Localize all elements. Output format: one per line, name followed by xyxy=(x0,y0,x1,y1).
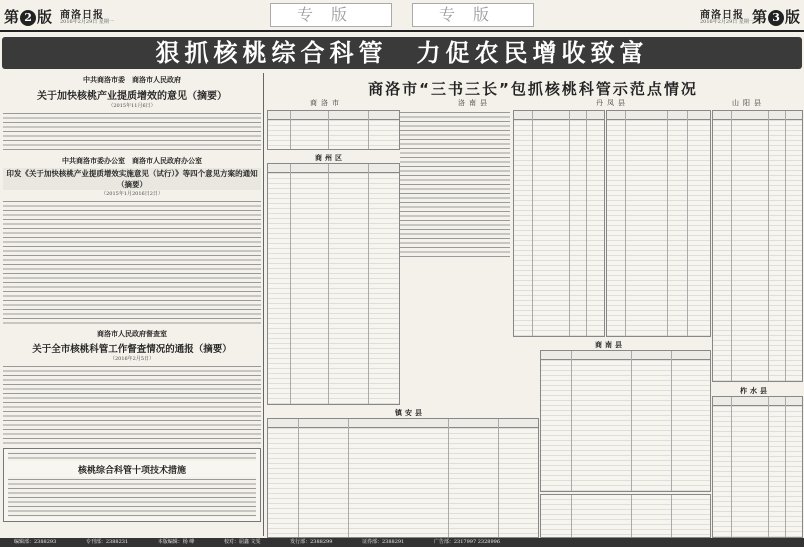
masthead xyxy=(0,0,804,30)
article3-body xyxy=(3,364,261,444)
footer-item: 证券部：2388291 xyxy=(362,539,405,545)
headline-band xyxy=(2,37,802,69)
techniques-title: 核桃综合科管十项技术措施 xyxy=(77,466,186,476)
right-page-no: 3 xyxy=(768,10,784,26)
county-zhenan: 镇安县 xyxy=(310,408,510,418)
article2-date: （2015年1月2016日2日） xyxy=(101,191,163,197)
left-page-number xyxy=(4,6,52,27)
article1-body xyxy=(3,111,261,153)
table-shangzhou xyxy=(267,163,400,405)
table-header xyxy=(713,397,802,406)
footer-item: 专刊部：2388231 xyxy=(85,539,129,545)
county-shangzhou: 商州区 xyxy=(290,153,370,163)
table-danfeng xyxy=(606,110,711,337)
table-shanyang xyxy=(712,110,803,382)
footer-item: 本版编辑：杨 峰 xyxy=(157,539,195,545)
right-page-number xyxy=(752,6,800,27)
right-dateline: 2016年2月29日 星期一 xyxy=(700,19,754,25)
showcase-title: 商洛市“三书三长”包抓核桃科管示范点情况 xyxy=(368,80,698,98)
table-zhenan xyxy=(267,418,539,538)
masthead-rule xyxy=(0,30,804,32)
table-zhashui xyxy=(712,396,803,538)
county-luonan: 洛南县 xyxy=(458,99,491,107)
commentary-text xyxy=(400,110,510,260)
column-divider xyxy=(263,73,264,536)
right-page-prefix: 第 xyxy=(752,8,768,26)
footer-item: 广告部：2317997 2328996 xyxy=(433,539,501,545)
county-zhashui: 柞水县 xyxy=(720,386,790,396)
table-header xyxy=(268,111,399,120)
table-luonan xyxy=(513,110,605,337)
table-header xyxy=(514,111,604,120)
county-shanyang: 山阳县 xyxy=(732,99,765,107)
right-page-suffix: 版 xyxy=(785,8,801,26)
right-section-tag: 专版 xyxy=(412,3,534,27)
left-page-no: 2 xyxy=(20,10,36,26)
footer-item: 发行部：2388299 xyxy=(290,539,333,545)
table-header xyxy=(541,351,710,360)
techniques-top-text xyxy=(8,451,256,461)
county-shangluo: 商洛市 xyxy=(310,99,343,107)
table-shangluo xyxy=(267,110,400,150)
article1-date: （2015年11月6日） xyxy=(108,103,156,109)
left-column xyxy=(3,73,261,538)
county-danfeng: 丹凤县 xyxy=(596,99,629,107)
left-logo: 商洛日报 xyxy=(60,10,104,21)
article1-org: 中共商洛市委 商洛市人民政府 xyxy=(83,75,181,84)
article3-org: 商洛市人民政府督查室 xyxy=(97,329,167,338)
table-shangnan xyxy=(540,350,711,492)
right-logo: 商洛日报 xyxy=(700,10,744,21)
article3-date: （2016年2月5日） xyxy=(109,356,155,362)
county-shangnan: 商南县 xyxy=(570,340,650,350)
footer-bar xyxy=(0,538,804,547)
techniques-box xyxy=(3,448,261,522)
left-section-tag: 专版 xyxy=(270,3,392,27)
table-header xyxy=(607,111,710,120)
left-page-prefix: 第 xyxy=(4,8,20,26)
headline: 狠抓核桃综合科管 力促农民增收致富 xyxy=(155,39,649,67)
footer-item: 校对：屈鑫 文雯 xyxy=(223,539,261,545)
article2-body xyxy=(3,199,261,325)
article2-title: 印发《关于加快核桃产业提质增效实施意见（试行）》等四个意见方案的通知（摘要） xyxy=(3,168,261,190)
article3-title: 关于全市核桃科管工作督查情况的通报（摘要） xyxy=(32,344,232,355)
footer-item: 编辑部：2388293 xyxy=(14,539,57,545)
table-header xyxy=(713,111,802,120)
left-page-suffix: 版 xyxy=(37,8,53,26)
left-dateline: 2016年2月29日 星期一 xyxy=(60,19,114,25)
table-header xyxy=(268,164,399,173)
article1-title: 关于加快核桃产业提质增效的意见（摘要） xyxy=(37,91,227,102)
article2-org: 中共商洛市委办公室 商洛市人民政府办公室 xyxy=(62,156,202,165)
techniques-body xyxy=(8,477,256,517)
table-shangnan-cont xyxy=(540,494,711,538)
